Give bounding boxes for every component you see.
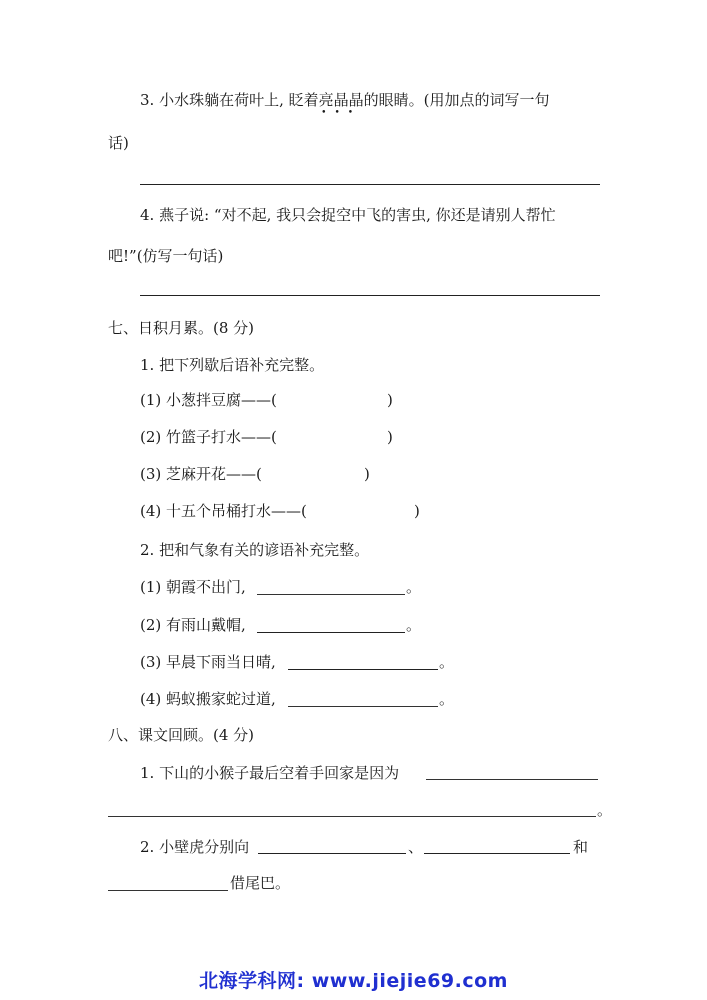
yanyu-item-4: (4) 蚂蚁搬家蛇过道,	[140, 690, 276, 708]
section8-q1-blank-1[interactable]	[426, 779, 598, 780]
section7-title: 七、日积月累。(8 分)	[108, 319, 255, 337]
xiehouyu-3-close: )	[364, 465, 370, 483]
xiehouyu-item-4	[140, 501, 307, 521]
section8-q2-blank-3[interactable]	[108, 890, 228, 891]
section8-q2-sep: 、	[408, 838, 424, 856]
yanyu-3-blank[interactable]	[288, 669, 438, 670]
xiehouyu-item-2	[140, 427, 277, 447]
xiehouyu-4-text: (4) 十五个吊桶打水——(	[140, 502, 307, 520]
section8-q1-line1: 1. 下山的小猴子最后空着手回家是因为	[140, 764, 400, 782]
q3-text-after: 的眼睛。(用加点的词写一句	[363, 91, 550, 109]
xiehouyu-3-text: (3) 芝麻开花——(	[140, 465, 262, 483]
q3-dotted-word-text: 亮晶晶	[318, 91, 364, 109]
yanyu-item-1: (1) 朝霞不出门,	[140, 578, 246, 596]
section7-sub2: 2. 把和气象有关的谚语补充完整。	[140, 541, 370, 559]
emphasis-dots-icon: •••	[321, 108, 362, 118]
xiehouyu-2-text: (2) 竹篮子打水——(	[140, 428, 277, 446]
section8-q2-line2: 借尾巴。	[230, 874, 291, 892]
section8-q2-and: 和	[573, 838, 589, 856]
section8-title: 八、课文回顾。(4 分)	[108, 726, 255, 744]
q3-answer-line[interactable]	[140, 184, 600, 185]
yanyu-2-end: 。	[406, 616, 422, 634]
section8-q2-blank-1[interactable]	[258, 853, 406, 854]
q3-dotted-word	[318, 90, 364, 118]
section7-sub1: 1. 把下列歇后语补充完整。	[140, 356, 325, 374]
q4-answer-line[interactable]	[140, 295, 600, 296]
section8-q1-blank-2[interactable]	[108, 816, 596, 817]
q3-line2: 话)	[108, 134, 129, 152]
q4-line1: 4. 燕子说: “对不起, 我只会捉空中飞的害虫, 你还是请别人帮忙	[140, 206, 556, 224]
xiehouyu-1-close: )	[387, 391, 393, 409]
section8-q2-line1-a: 2. 小壁虎分别向	[140, 838, 250, 856]
yanyu-1-end: 。	[406, 578, 422, 596]
yanyu-4-end: 。	[439, 690, 455, 708]
yanyu-item-3: (3) 早晨下雨当日晴,	[140, 653, 276, 671]
xiehouyu-item-1	[140, 390, 277, 410]
footer-watermark: 北海学科网: www.jiejie69.com	[199, 970, 508, 992]
xiehouyu-1-text: (1) 小葱拌豆腐——(	[140, 391, 277, 409]
xiehouyu-item-3	[140, 464, 262, 484]
yanyu-4-blank[interactable]	[288, 706, 438, 707]
q3-text-before: 3. 小水珠躺在荷叶上, 眨着	[140, 91, 319, 109]
yanyu-2-blank[interactable]	[257, 632, 405, 633]
xiehouyu-4-close: )	[414, 502, 420, 520]
q4-line2: 吧!”(仿写一句话)	[108, 247, 224, 265]
yanyu-item-2: (2) 有雨山戴帽,	[140, 616, 246, 634]
section8-q1-end: 。	[597, 801, 613, 819]
q3-line1	[140, 90, 550, 118]
xiehouyu-2-close: )	[387, 428, 393, 446]
yanyu-3-end: 。	[439, 653, 455, 671]
yanyu-1-blank[interactable]	[257, 594, 405, 595]
section8-q2-blank-2[interactable]	[424, 853, 570, 854]
